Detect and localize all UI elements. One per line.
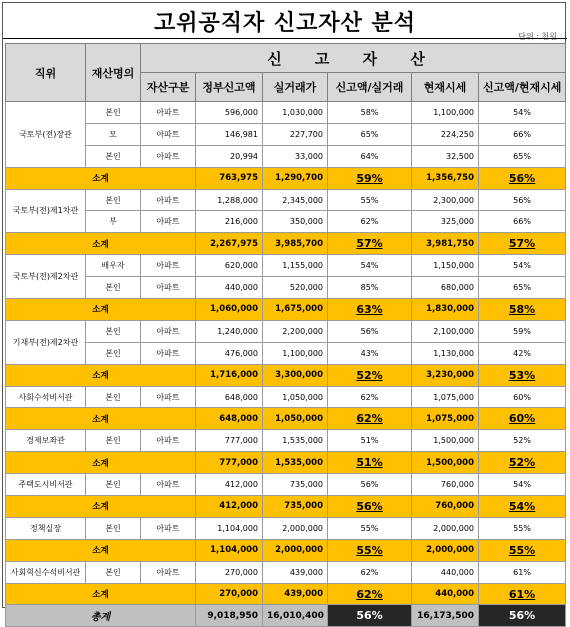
- subtotal-current: 1,830,000: [412, 299, 479, 321]
- owner-cell: 본인: [86, 102, 141, 124]
- subtotal-declared: 1,104,000: [196, 539, 263, 561]
- owner-cell: 본인: [86, 189, 141, 211]
- subtotal-label: 소계: [6, 539, 196, 561]
- table-row: [6, 320, 566, 342]
- current-cell: 1,150,000: [412, 255, 479, 277]
- subtotal-actual: 1,535,000: [263, 452, 328, 474]
- subtotal-actual: 1,290,700: [263, 167, 328, 189]
- owner-cell: 본인: [86, 320, 141, 342]
- asset-type-cell: 아파트: [141, 474, 196, 496]
- ratio-current-cell: 66%: [479, 123, 566, 145]
- actual-cell: 735,000: [263, 474, 328, 496]
- subtotal-current: 1,075,000: [412, 408, 479, 430]
- table-row: [6, 189, 566, 211]
- asset-type-cell: 아파트: [141, 517, 196, 539]
- subtotal-actual: 2,000,000: [263, 539, 328, 561]
- ratio-actual-cell: 55%: [328, 189, 412, 211]
- subtotal-label: 소계: [6, 452, 196, 474]
- asset-type-cell: 아파트: [141, 189, 196, 211]
- actual-cell: 33,000: [263, 145, 328, 167]
- ratio-actual-cell: 62%: [328, 386, 412, 408]
- header-ratio-current: 신고액/현재시세: [479, 73, 566, 102]
- subtotal-current: 440,000: [412, 583, 479, 605]
- declared-cell: 440,000: [196, 277, 263, 299]
- subtotal-declared: 648,000: [196, 408, 263, 430]
- ratio-current-cell: 54%: [479, 474, 566, 496]
- owner-cell: 본인: [86, 474, 141, 496]
- total-current: 16,173,500: [412, 605, 479, 627]
- subtotal-declared: 270,000: [196, 583, 263, 605]
- subtotal-declared: 1,060,000: [196, 299, 263, 321]
- subtotal-row: [6, 233, 566, 255]
- ratio-current-cell: 52%: [479, 430, 566, 452]
- subtotal-actual: 1,050,000: [263, 408, 328, 430]
- declared-cell: 777,000: [196, 430, 263, 452]
- subtotal-ratio-actual: 59%: [328, 167, 412, 189]
- asset-type-cell: 아파트: [141, 211, 196, 233]
- subtotal-row: [6, 408, 566, 430]
- ratio-actual-cell: 56%: [328, 320, 412, 342]
- subtotal-row: [6, 167, 566, 189]
- position-cell: 기재부(전)제2차관: [6, 320, 86, 364]
- owner-cell: 본인: [86, 277, 141, 299]
- table-row: [6, 561, 566, 583]
- ratio-actual-cell: 54%: [328, 255, 412, 277]
- asset-type-cell: 아파트: [141, 255, 196, 277]
- table-row: [6, 145, 566, 167]
- asset-type-cell: 아파트: [141, 386, 196, 408]
- header-position: 직위: [6, 44, 86, 102]
- subtotal-label: 소계: [6, 299, 196, 321]
- subtotal-ratio-actual: 52%: [328, 364, 412, 386]
- unit-label: 단위 : 천원: [518, 32, 557, 41]
- owner-cell: 모: [86, 123, 141, 145]
- ratio-current-cell: 55%: [479, 517, 566, 539]
- ratio-current-cell: 54%: [479, 102, 566, 124]
- ratio-actual-cell: 64%: [328, 145, 412, 167]
- asset-type-cell: 아파트: [141, 430, 196, 452]
- declared-cell: 412,000: [196, 474, 263, 496]
- asset-type-cell: 아파트: [141, 145, 196, 167]
- subtotal-label: 소계: [6, 364, 196, 386]
- actual-cell: 2,200,000: [263, 320, 328, 342]
- ratio-actual-cell: 51%: [328, 430, 412, 452]
- current-cell: 2,100,000: [412, 320, 479, 342]
- asset-table: [5, 43, 566, 627]
- actual-cell: 439,000: [263, 561, 328, 583]
- ratio-current-cell: 54%: [479, 255, 566, 277]
- header-declared-assets: 신 고 자 산: [141, 44, 566, 73]
- declared-cell: 146,981: [196, 123, 263, 145]
- header-declared-amount: 정부신고액: [196, 73, 263, 102]
- current-cell: 224,250: [412, 123, 479, 145]
- subtotal-row: [6, 496, 566, 518]
- subtotal-ratio-actual: 56%: [328, 496, 412, 518]
- declared-cell: 270,000: [196, 561, 263, 583]
- ratio-actual-cell: 43%: [328, 342, 412, 364]
- table-row: [6, 255, 566, 277]
- ratio-current-cell: 42%: [479, 342, 566, 364]
- subtotal-current: 1,500,000: [412, 452, 479, 474]
- subtotal-declared: 2,267,975: [196, 233, 263, 255]
- declared-cell: 1,240,000: [196, 320, 263, 342]
- actual-cell: 520,000: [263, 277, 328, 299]
- owner-cell: 부: [86, 211, 141, 233]
- subtotal-current: 1,356,750: [412, 167, 479, 189]
- subtotal-declared: 1,716,000: [196, 364, 263, 386]
- asset-type-cell: 아파트: [141, 342, 196, 364]
- position-cell: 국토부(전)장관: [6, 102, 86, 168]
- asset-type-cell: 아파트: [141, 561, 196, 583]
- ratio-current-cell: 66%: [479, 211, 566, 233]
- table-row: [6, 277, 566, 299]
- subtotal-ratio-current: 53%: [479, 364, 566, 386]
- position-cell: 정책실장: [6, 517, 86, 539]
- subtotal-label: 소계: [6, 408, 196, 430]
- table-row: [6, 102, 566, 124]
- current-cell: 32,500: [412, 145, 479, 167]
- asset-type-cell: 아파트: [141, 102, 196, 124]
- subtotal-declared: 763,975: [196, 167, 263, 189]
- subtotal-actual: 735,000: [263, 496, 328, 518]
- subtotal-ratio-actual: 57%: [328, 233, 412, 255]
- ratio-current-cell: 61%: [479, 561, 566, 583]
- current-cell: 1,500,000: [412, 430, 479, 452]
- ratio-current-cell: 65%: [479, 277, 566, 299]
- subtotal-ratio-current: 55%: [479, 539, 566, 561]
- subtotal-row: [6, 539, 566, 561]
- title-divider: [3, 38, 567, 39]
- subtotal-row: [6, 583, 566, 605]
- subtotal-ratio-current: 56%: [479, 167, 566, 189]
- subtotal-ratio-current: 58%: [479, 299, 566, 321]
- current-cell: 680,000: [412, 277, 479, 299]
- subtotal-declared: 412,000: [196, 496, 263, 518]
- actual-cell: 1,030,000: [263, 102, 328, 124]
- header-current-price: 현재시세: [412, 73, 479, 102]
- current-cell: 440,000: [412, 561, 479, 583]
- total-ratio-current: 56%: [479, 605, 566, 627]
- ratio-current-cell: 65%: [479, 145, 566, 167]
- declared-cell: 620,000: [196, 255, 263, 277]
- current-cell: 325,000: [412, 211, 479, 233]
- subtotal-ratio-current: 61%: [479, 583, 566, 605]
- subtotal-current: 3,230,000: [412, 364, 479, 386]
- declared-cell: 20,994: [196, 145, 263, 167]
- total-row: [6, 605, 566, 627]
- table-header: [6, 44, 566, 102]
- subtotal-actual: 439,000: [263, 583, 328, 605]
- actual-cell: 227,700: [263, 123, 328, 145]
- current-cell: 1,130,000: [412, 342, 479, 364]
- subtotal-current: 760,000: [412, 496, 479, 518]
- position-cell: 국토부(전)제1차관: [6, 189, 86, 233]
- subtotal-ratio-current: 57%: [479, 233, 566, 255]
- ratio-actual-cell: 85%: [328, 277, 412, 299]
- header-asset-type: 자산구분: [141, 73, 196, 102]
- document-frame: [2, 2, 566, 624]
- table-row: [6, 517, 566, 539]
- subtotal-label: 소계: [6, 583, 196, 605]
- subtotal-ratio-actual: 63%: [328, 299, 412, 321]
- ratio-current-cell: 60%: [479, 386, 566, 408]
- actual-cell: 1,050,000: [263, 386, 328, 408]
- owner-cell: 본인: [86, 517, 141, 539]
- subtotal-actual: 3,985,700: [263, 233, 328, 255]
- subtotal-current: 3,981,750: [412, 233, 479, 255]
- subtotal-row: [6, 364, 566, 386]
- declared-cell: 648,000: [196, 386, 263, 408]
- table-row: [6, 430, 566, 452]
- actual-cell: 1,535,000: [263, 430, 328, 452]
- subtotal-actual: 3,300,000: [263, 364, 328, 386]
- subtotal-ratio-actual: 62%: [328, 583, 412, 605]
- declared-cell: 216,000: [196, 211, 263, 233]
- position-cell: 국토부(전)제2차관: [6, 255, 86, 299]
- actual-cell: 1,155,000: [263, 255, 328, 277]
- position-cell: 주택도시비서관: [6, 474, 86, 496]
- position-cell: 경제보좌관: [6, 430, 86, 452]
- owner-cell: 본인: [86, 342, 141, 364]
- asset-type-cell: 아파트: [141, 123, 196, 145]
- declared-cell: 1,288,000: [196, 189, 263, 211]
- subtotal-ratio-current: 60%: [479, 408, 566, 430]
- owner-cell: 본인: [86, 430, 141, 452]
- subtotal-ratio-actual: 62%: [328, 408, 412, 430]
- total-label: 총계: [6, 605, 196, 627]
- ratio-actual-cell: 65%: [328, 123, 412, 145]
- subtotal-label: 소계: [6, 496, 196, 518]
- subtotal-ratio-actual: 51%: [328, 452, 412, 474]
- current-cell: 760,000: [412, 474, 479, 496]
- declared-cell: 596,000: [196, 102, 263, 124]
- subtotal-label: 소계: [6, 167, 196, 189]
- ratio-current-cell: 56%: [479, 189, 566, 211]
- table-row: [6, 474, 566, 496]
- header-ratio-actual: 신고액/실거래: [328, 73, 412, 102]
- owner-cell: 본인: [86, 145, 141, 167]
- table-row: [6, 123, 566, 145]
- owner-cell: 본인: [86, 561, 141, 583]
- subtotal-ratio-current: 54%: [479, 496, 566, 518]
- subtotal-row: [6, 299, 566, 321]
- declared-cell: 476,000: [196, 342, 263, 364]
- asset-type-cell: 아파트: [141, 320, 196, 342]
- actual-cell: 1,100,000: [263, 342, 328, 364]
- ratio-current-cell: 59%: [479, 320, 566, 342]
- ratio-actual-cell: 55%: [328, 517, 412, 539]
- table-row: [6, 211, 566, 233]
- table-body: [6, 102, 566, 627]
- declared-cell: 1,104,000: [196, 517, 263, 539]
- ratio-actual-cell: 56%: [328, 474, 412, 496]
- subtotal-current: 2,000,000: [412, 539, 479, 561]
- current-cell: 2,300,000: [412, 189, 479, 211]
- actual-cell: 2,000,000: [263, 517, 328, 539]
- subtotal-label: 소계: [6, 233, 196, 255]
- ratio-actual-cell: 58%: [328, 102, 412, 124]
- table-row: [6, 386, 566, 408]
- current-cell: 1,075,000: [412, 386, 479, 408]
- subtotal-declared: 777,000: [196, 452, 263, 474]
- actual-cell: 2,345,000: [263, 189, 328, 211]
- total-declared: 9,018,950: [196, 605, 263, 627]
- subtotal-ratio-current: 52%: [479, 452, 566, 474]
- subtotal-actual: 1,675,000: [263, 299, 328, 321]
- table-row: [6, 342, 566, 364]
- asset-type-cell: 아파트: [141, 277, 196, 299]
- ratio-actual-cell: 62%: [328, 561, 412, 583]
- actual-cell: 350,000: [263, 211, 328, 233]
- subtotal-ratio-actual: 55%: [328, 539, 412, 561]
- document-title: 고위공직자 신고자산 분석: [153, 11, 417, 36]
- total-ratio-actual: 56%: [328, 605, 412, 627]
- current-cell: 1,100,000: [412, 102, 479, 124]
- position-cell: 사회혁신수석비서관: [6, 561, 86, 583]
- owner-cell: 본인: [86, 386, 141, 408]
- subtotal-row: [6, 452, 566, 474]
- current-cell: 2,000,000: [412, 517, 479, 539]
- total-actual: 16,010,400: [263, 605, 328, 627]
- header-actual-price: 실거래가: [263, 73, 328, 102]
- owner-cell: 배우자: [86, 255, 141, 277]
- header-owner: 재산명의: [86, 44, 141, 102]
- position-cell: 사회수석비서관: [6, 386, 86, 408]
- ratio-actual-cell: 62%: [328, 211, 412, 233]
